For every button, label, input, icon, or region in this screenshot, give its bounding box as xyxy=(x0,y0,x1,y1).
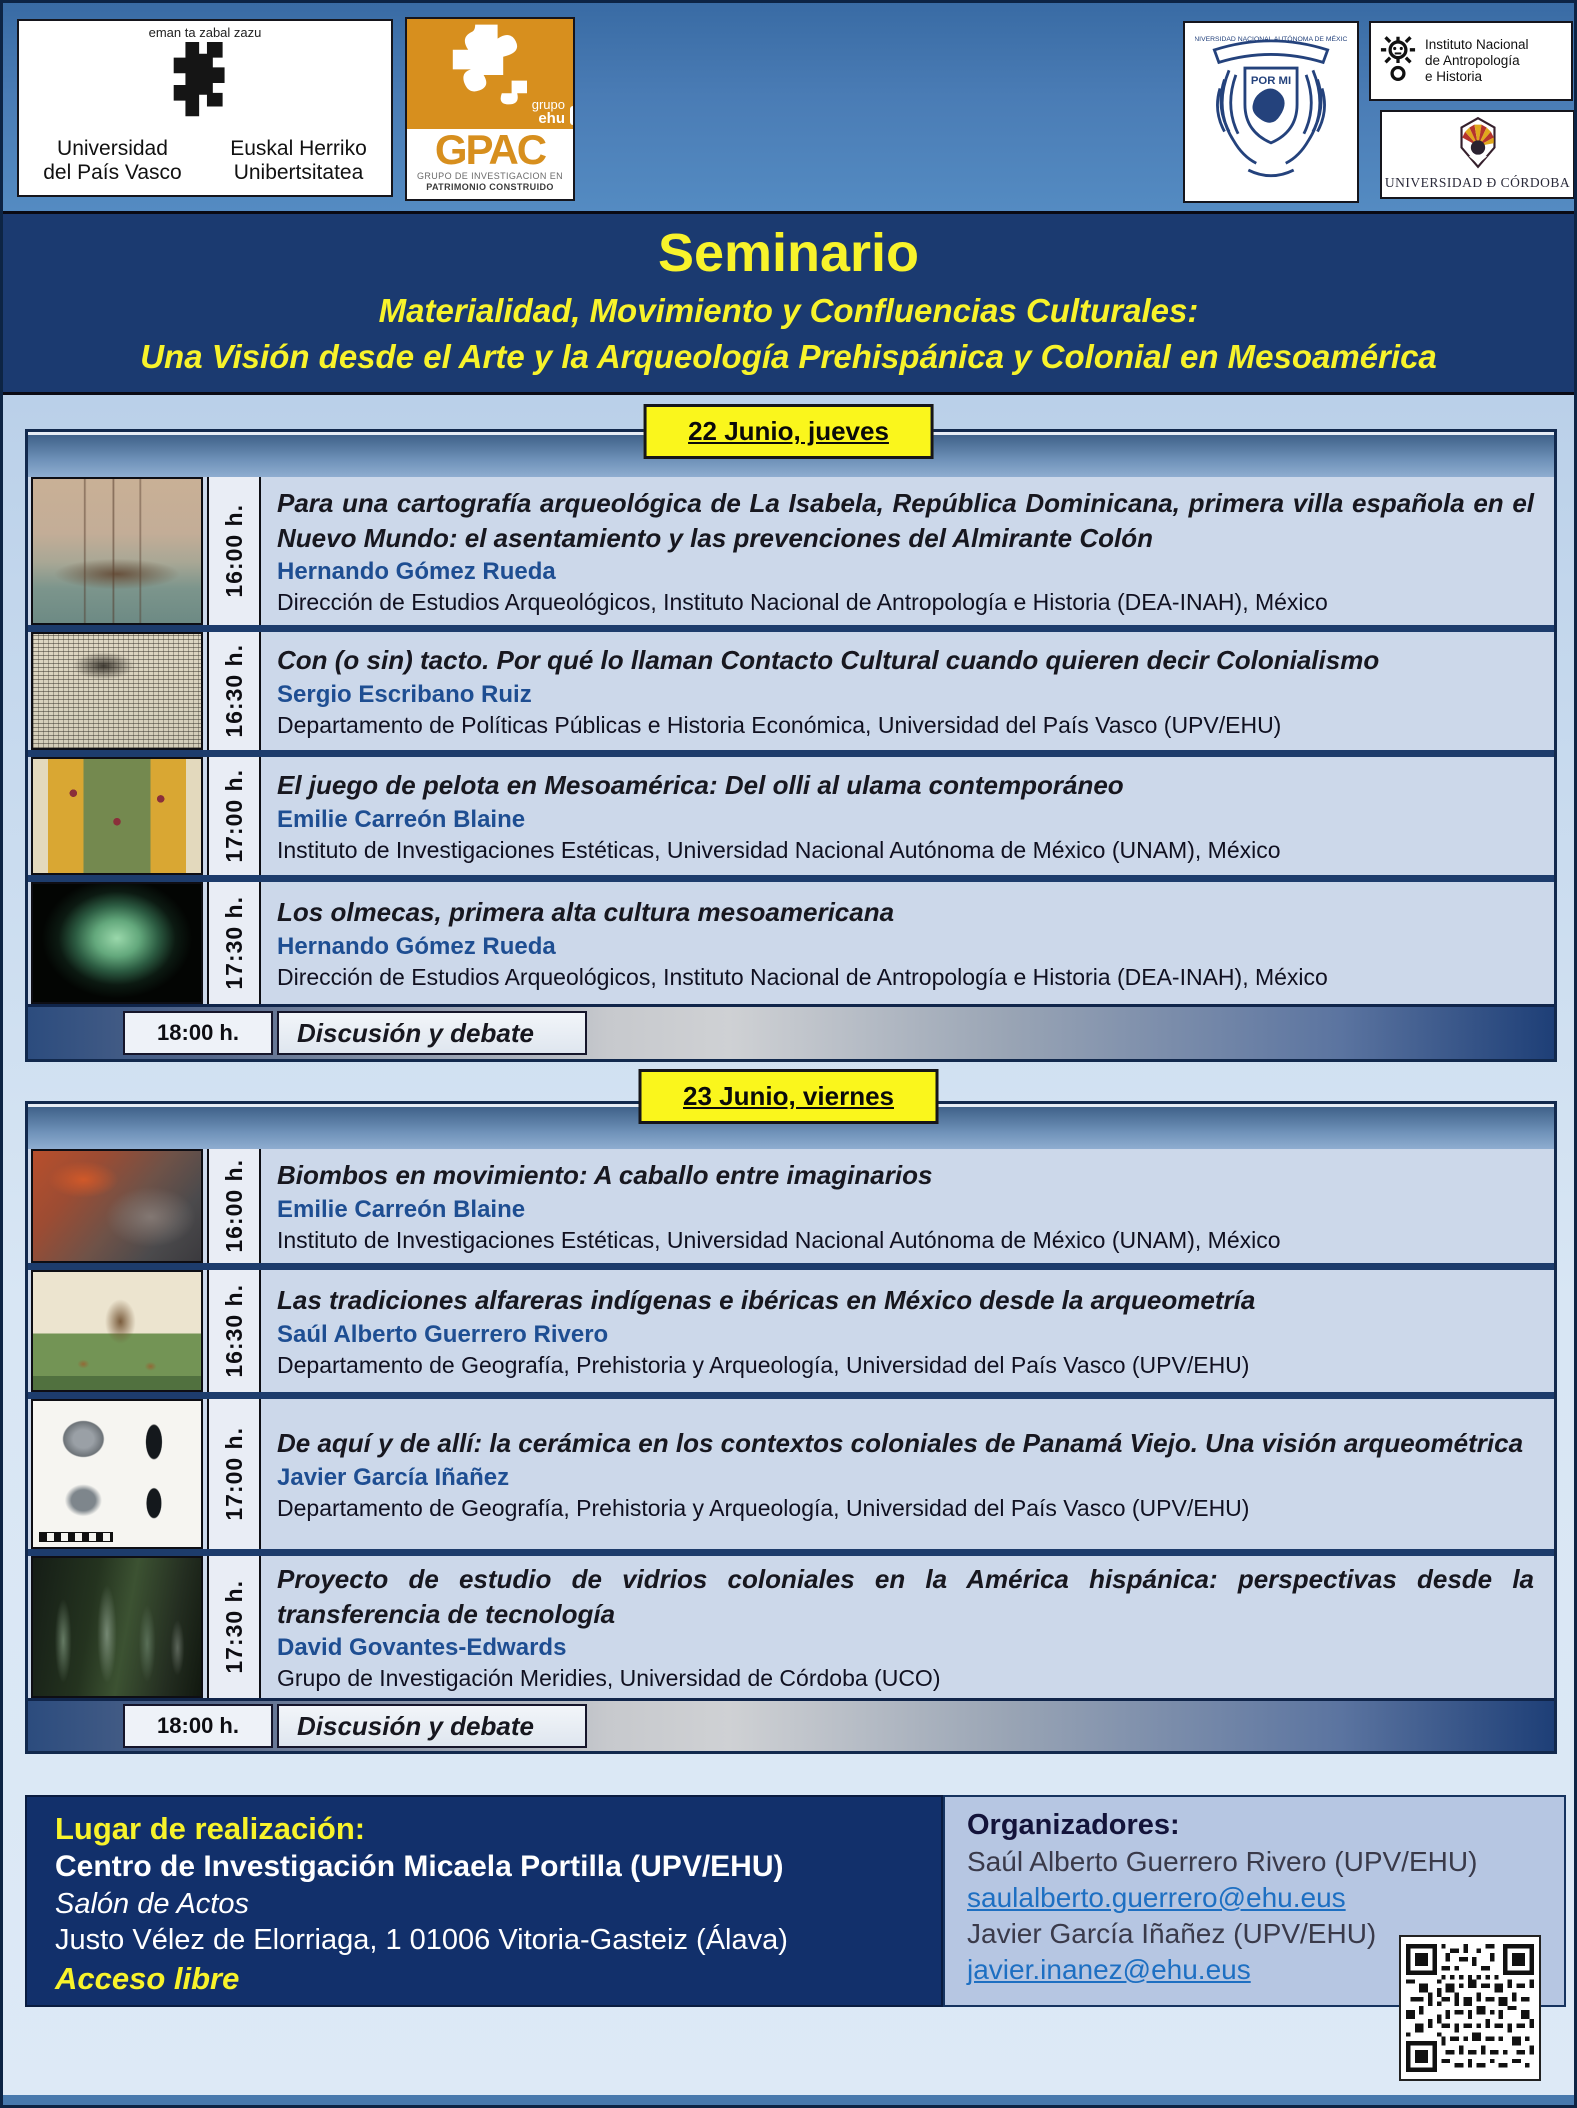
closing-label-box: Discusión y debate xyxy=(277,1011,587,1055)
inah-glyph-icon xyxy=(1377,32,1419,91)
location-heading: Lugar de realización: xyxy=(55,1811,366,1846)
poster-title: Seminario xyxy=(657,223,920,283)
session-content xyxy=(261,1270,1554,1392)
thumbnail-conquistador-engraving xyxy=(31,632,203,750)
organizers-heading: Organizadores: xyxy=(967,1809,1180,1841)
session-time-cell xyxy=(207,1149,261,1263)
session-speaker: Sergio Escribano Ruiz xyxy=(277,680,532,708)
session-content xyxy=(261,477,1554,625)
session-time-label: 16:30 h. xyxy=(220,1284,247,1378)
thumbnail-ships-painting xyxy=(31,477,203,625)
thumbnail-folding-screen-horsemen xyxy=(31,1149,203,1263)
gpac-acronym: GPAC xyxy=(434,126,546,173)
session-speaker: Emilie Carreón Blaine xyxy=(277,1195,526,1223)
session-content xyxy=(261,757,1554,875)
location-access: Acceso libre xyxy=(55,1960,240,1996)
thumbnail-ballgame-codex xyxy=(31,757,203,875)
row-divider xyxy=(28,875,1554,882)
gpac-wordmark xyxy=(407,126,573,201)
session-title: Proyecto de estudio de vidrios coloniales en la América hispánica: perspectivas desde la transferencia de tecnología xyxy=(277,1564,1534,1629)
session-time-label: 16:00 h. xyxy=(220,504,247,598)
day1-block xyxy=(25,429,1557,1062)
row-divider xyxy=(28,1549,1554,1556)
session-time-cell xyxy=(207,1556,261,1698)
poster-subtitle-line2: Una Visión desde el Arte y la Arqueología Prehispánica y Colonial en Mesoamérica xyxy=(140,338,1437,375)
session-row xyxy=(28,757,1554,875)
upv-name-es xyxy=(43,137,182,184)
gpac-subtitle xyxy=(407,171,573,193)
session-row xyxy=(28,632,1554,750)
qr-code xyxy=(1399,1935,1541,2081)
session-content xyxy=(261,632,1554,750)
session-time-cell xyxy=(207,882,261,1004)
organizer-email-link[interactable]: saulalberto.guerrero@ehu.eus xyxy=(967,1881,1346,1913)
session-speaker: Emilie Carreón Blaine xyxy=(277,805,526,833)
row-divider xyxy=(28,625,1554,632)
day2-label: 23 Junio, viernes xyxy=(638,1069,939,1124)
unam-banner-text: UNIVERSIDAD NACIONAL AUTÓNOMA DE MÉXICO xyxy=(1195,35,1347,43)
location-venue: Centro de Investigación Micaela Portilla (UPV/EHU) xyxy=(55,1850,784,1884)
poster-subtitle-line1: Materialidad, Movimiento y Confluencias Culturales: xyxy=(378,292,1199,329)
bottom-bar xyxy=(3,2095,1574,2108)
gpac-subtitle-line2: PATRIMONIO CONSTRUIDO xyxy=(426,181,554,192)
session-speaker: David Govantes-Edwards xyxy=(277,1633,567,1661)
session-speaker: Hernando Gómez Rueda xyxy=(277,557,556,585)
session-affiliation: Dirección de Estudios Arqueológicos, Instituto Nacional de Antropología e Historia (DEA-INAH), México xyxy=(277,963,1328,990)
uco-name: UNIVERSIDAD Ð CÓRDOBA xyxy=(1384,175,1571,190)
inah-name-line3: e Historia xyxy=(1425,68,1483,84)
row-divider xyxy=(28,1392,1554,1399)
organizer-name: Javier García Iñañez (UPV/EHU) xyxy=(967,1917,1377,1949)
session-row xyxy=(28,1556,1554,1698)
session-title: Para una cartografía arqueológica de La Isabela, República Dominicana, primera villa española en el Nuevo Mundo: el asentamiento y las prevenciones del Almirante Colón xyxy=(277,488,1534,553)
session-speaker: Javier García Iñañez xyxy=(277,1463,510,1491)
session-affiliation: Instituto de Investigaciones Estéticas, Universidad Nacional Autónoma de México (UNAM), México xyxy=(277,1226,1281,1253)
inah-name xyxy=(1425,37,1529,85)
thumbnail-potter-codex xyxy=(31,1270,203,1392)
session-affiliation: Instituto de Investigaciones Estéticas, Universidad Nacional Autónoma de México (UNAM), México xyxy=(277,836,1281,863)
row-divider xyxy=(28,1263,1554,1270)
session-time-cell xyxy=(207,1399,261,1549)
upv-name-eu-line2: Unibertsitatea xyxy=(233,160,364,184)
closing-time-box: 18:00 h. xyxy=(123,1011,273,1055)
session-title: De aquí y de allí: la cerámica en los contextos coloniales de Panamá Viejo. Una visión arqueométrica xyxy=(277,1428,1524,1459)
session-time-cell xyxy=(207,757,261,875)
session-content xyxy=(261,1149,1554,1263)
session-time-label: 17:00 h. xyxy=(220,769,247,863)
session-speaker: Hernando Gómez Rueda xyxy=(277,932,556,960)
day2-block xyxy=(25,1101,1557,1754)
location-box xyxy=(25,1795,943,2007)
session-time-cell xyxy=(207,632,261,750)
title-band xyxy=(3,211,1574,395)
day2-closing-row xyxy=(28,1698,1554,1751)
thumbnail-glass-bottles xyxy=(31,1556,203,1698)
location-room: Salón de Actos xyxy=(55,1887,249,1920)
row-divider xyxy=(28,750,1554,757)
session-affiliation: Departamento de Geografía, Prehistoria y Arqueología, Universidad del País Vasco (UPV/EHU) xyxy=(277,1351,1250,1378)
organizer-email-link[interactable]: javier.inanez@ehu.eus xyxy=(967,1953,1251,1985)
session-row xyxy=(28,882,1554,1004)
session-content xyxy=(261,1399,1554,1549)
gpac-grupo-ehu-label xyxy=(532,98,565,127)
session-row xyxy=(28,1399,1554,1549)
header-logo-band xyxy=(3,3,1574,211)
session-title: Biombos en movimiento: A caballo entre imaginarios xyxy=(277,1160,933,1191)
gpac-ehu-text: ehu xyxy=(538,110,565,128)
session-time-label: 17:30 h. xyxy=(220,1580,247,1674)
upv-name-es-line1: Universidad xyxy=(57,137,168,160)
gpac-grupo-text: grupo xyxy=(531,96,565,112)
closing-label-box: Discusión y debate xyxy=(277,1704,587,1748)
day1-closing-row xyxy=(28,1004,1554,1059)
session-row xyxy=(28,1149,1554,1263)
ehu-chip-icon xyxy=(570,106,575,125)
session-affiliation: Grupo de Investigación Meridies, Universidad de Córdoba (UCO) xyxy=(277,1664,941,1691)
organizer-name: Saúl Alberto Guerrero Rivero (UPV/EHU) xyxy=(967,1846,1478,1878)
upv-tree-icon xyxy=(153,117,257,134)
session-time-label: 17:30 h. xyxy=(220,896,247,990)
thumbnail-ceramic-profiles xyxy=(31,1399,203,1549)
upv-name-es-line2: del País Vasco xyxy=(43,160,182,184)
day1-label: 22 Junio, jueves xyxy=(643,404,934,459)
location-address: Justo Vélez de Elorriaga, 1 01006 Vitoria-Gasteiz (Álava) xyxy=(55,1924,788,1957)
gpac-subtitle-line1: GRUPO DE INVESTIGACION EN xyxy=(416,171,564,181)
unam-logo xyxy=(1183,21,1359,203)
session-time-label: 16:00 h. xyxy=(220,1159,247,1253)
session-title: El juego de pelota en Mesoamérica: Del olli al ulama contemporáneo xyxy=(277,770,1124,801)
closing-time-box: 18:00 h. xyxy=(123,1704,273,1748)
session-affiliation: Departamento de Geografía, Prehistoria y Arqueología, Universidad del País Vasco (UPV/EHU) xyxy=(277,1494,1250,1521)
session-row xyxy=(28,1270,1554,1392)
upv-name-eu xyxy=(230,137,367,184)
session-row xyxy=(28,477,1554,625)
session-title: Los olmecas, primera alta cultura mesoamericana xyxy=(277,897,895,928)
gpac-puzzle-icon xyxy=(407,19,573,131)
session-speaker: Saúl Alberto Guerrero Rivero xyxy=(277,1320,609,1348)
inah-name-line2: de Antropología xyxy=(1425,53,1520,69)
session-time-cell xyxy=(207,477,261,625)
session-affiliation: Departamento de Políticas Públicas e Historia Económica, Universidad del País Vasco (UPV/EHU) xyxy=(277,711,1282,738)
session-title: Las tradiciones alfareras indígenas e ibéricas en México desde la arqueometría xyxy=(277,1285,1256,1316)
upv-motto: eman ta zabal zazu xyxy=(148,25,262,40)
upv-name-eu-line1: Euskal Herriko xyxy=(230,137,367,160)
inah-logo xyxy=(1369,21,1573,101)
gpac-logo xyxy=(405,17,575,201)
session-content xyxy=(261,882,1554,1004)
session-time-label: 16:30 h. xyxy=(220,644,247,738)
upv-ehu-logo xyxy=(17,19,393,197)
uco-shield-icon xyxy=(1455,156,1501,173)
session-content xyxy=(261,1556,1554,1698)
session-affiliation: Dirección de Estudios Arqueológicos, Instituto Nacional de Antropología e Historia (DEA-INAH), México xyxy=(277,588,1328,615)
session-title: Con (o sin) tacto. Por qué lo llaman Contacto Cultural cuando quieren decir Colonialismo xyxy=(277,645,1380,676)
unam-motto-text: POR MI xyxy=(1250,74,1292,87)
uco-logo xyxy=(1380,110,1575,199)
inah-name-line1: Instituto Nacional xyxy=(1425,37,1529,53)
thumbnail-olmec-mask xyxy=(31,882,203,1004)
unam-crest-icon xyxy=(1195,25,1347,200)
session-time-label: 17:00 h. xyxy=(220,1427,247,1521)
session-time-cell xyxy=(207,1270,261,1392)
